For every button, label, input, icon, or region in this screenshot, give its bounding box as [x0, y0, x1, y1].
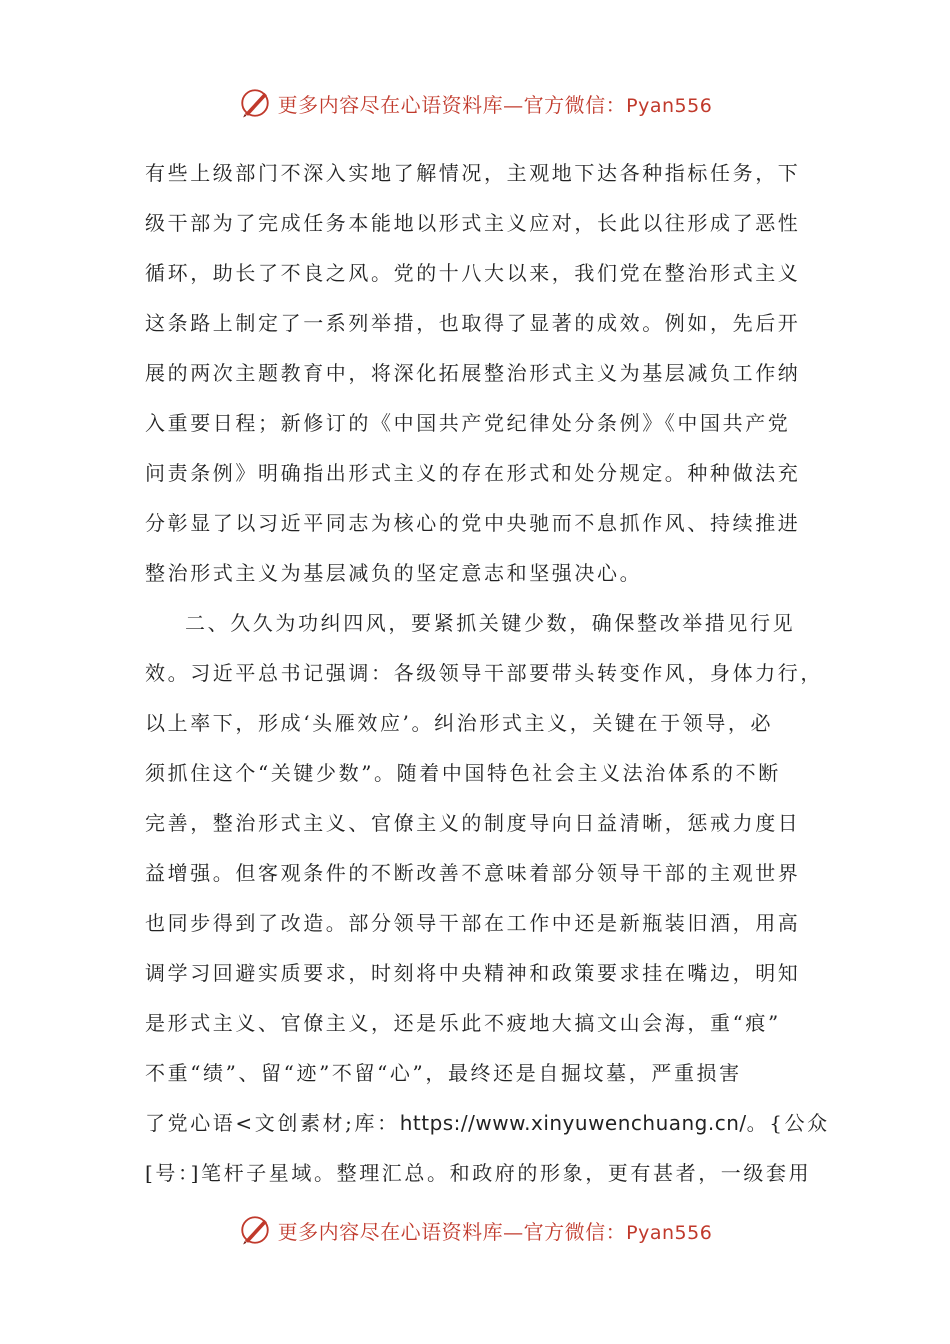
- footer-watermark-cn: 更多内容尽在心语资料库—官方微信：: [277, 1219, 627, 1244]
- footer-watermark-text: [278, 1216, 713, 1245]
- pen-logo-icon: [238, 86, 272, 120]
- text-line: 是形式主义、官僚主义，还是乐此不疲地大搞文山会海，重“痕”: [145, 1011, 781, 1035]
- text-line: 这条路上制定了一系列举措，也取得了显著的成效。例如，先后开: [145, 311, 801, 335]
- document-body: [145, 148, 830, 1198]
- text-line: 整治形式主义为基层减负的坚定意志和坚强决心。: [145, 561, 643, 585]
- line-suffix: 。{公众: [746, 1111, 830, 1135]
- text-line: 问责条例》明确指出形式主义的存在形式和处分规定。种种做法充: [145, 461, 801, 485]
- text-line: 以上率下，形成‘头雁效应’。纠治形式主义，关键在于领导，必: [145, 711, 774, 735]
- text-line: 展的两次主题教育中，将深化拓展整治形式主义为基层减负工作纳: [145, 361, 801, 385]
- text-line-with-url: [145, 1098, 830, 1148]
- header-watermark-cn: 更多内容尽在心语资料库—官方微信：: [277, 92, 627, 117]
- footer-watermark: [0, 1210, 950, 1250]
- paragraph-2: [145, 598, 830, 1198]
- header-watermark-text: [278, 89, 713, 118]
- pen-logo-icon: [238, 1213, 272, 1247]
- text-line: 益增强。但客观条件的不断改善不意味着部分领导干部的主观世界: [145, 861, 801, 885]
- header-watermark-id: Pyan556: [626, 94, 713, 117]
- text-line: 分彰显了以习近平同志为核心的党中央驰而不息抓作风、持续推进: [145, 511, 801, 535]
- text-line: [号：]笔杆子星域。整理汇总。和政府的形象，更有甚者，一级套用: [145, 1161, 812, 1185]
- header-watermark: [0, 83, 950, 123]
- text-line: 须抓住这个“关键少数”。随着中国特色社会主义法治体系的不断: [145, 761, 781, 785]
- line-prefix: 了党心语<文创素材;库：: [145, 1111, 400, 1135]
- text-line: 也同步得到了改造。部分领导干部在工作中还是新瓶装旧酒，用高: [145, 911, 801, 935]
- text-line: 不重“绩”、留“迹”不留“心”，最终还是自掘坟墓，严重损害: [145, 1061, 742, 1085]
- site-url-link[interactable]: https://www.xinyuwenchuang.cn/: [399, 1111, 747, 1135]
- text-line: 效。习近平总书记强调：各级领导干部要带头转变作风，身体力行，: [145, 661, 823, 685]
- text-line: 级干部为了完成任务本能地以形式主义应对，长此以往形成了恶性: [145, 211, 801, 235]
- text-line: 二、久久为功纠四风，要紧抓关键少数，确保整改举措见行见: [185, 611, 796, 635]
- paragraph-1: [145, 148, 815, 598]
- text-line: 有些上级部门不深入实地了解情况，主观地下达各种指标任务，下: [145, 161, 801, 185]
- text-line: 调学习回避实质要求，时刻将中央精神和政策要求挂在嘴边，明知: [145, 961, 801, 985]
- text-line: 循环，助长了不良之风。党的十八大以来，我们党在整治形式主义: [145, 261, 801, 285]
- text-line: 完善，整治形式主义、官僚主义的制度导向日益清晰，惩戒力度日: [145, 811, 801, 835]
- footer-watermark-id: Pyan556: [626, 1221, 713, 1244]
- text-line: 入重要日程；新修订的《中国共产党纪律处分条例》《中国共产党: [145, 411, 791, 435]
